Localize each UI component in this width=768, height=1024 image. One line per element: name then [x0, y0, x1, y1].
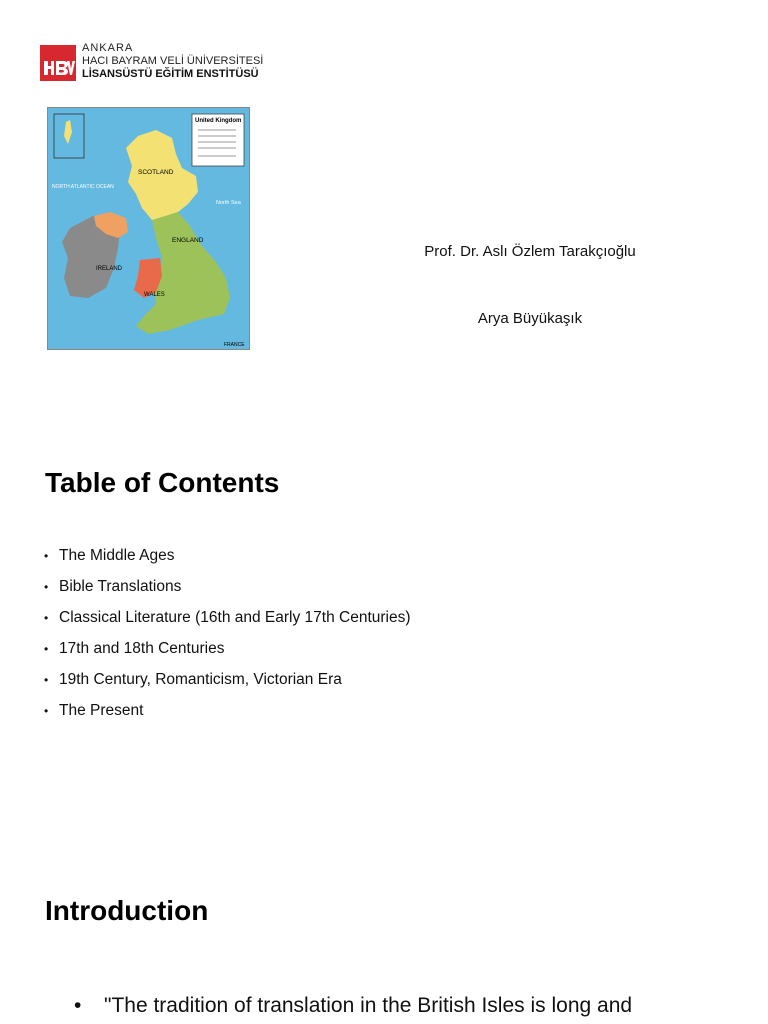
uk-map-image — [47, 107, 250, 350]
intro-quote-line — [74, 994, 632, 1018]
logo-line-1: ANKARA — [82, 42, 134, 54]
map-label-north-sea: North Sea — [216, 200, 241, 206]
toc-bullet: • — [44, 549, 49, 563]
map-label-france: FRANCE — [224, 342, 245, 348]
logo-line-2: HACI BAYRAM VELİ ÜNİVERSİTESİ — [82, 55, 264, 67]
student-name: Arya Büyükaşık — [477, 310, 583, 327]
map-label-scotland: SCOTLAND — [138, 169, 174, 176]
toc-bullet: • — [44, 611, 49, 625]
toc-item — [44, 545, 411, 576]
map-label-ireland: IRELAND — [96, 266, 123, 272]
hbv-logo-mark — [40, 45, 76, 81]
toc-item — [44, 576, 411, 607]
toc-heading: Table of Contents — [45, 467, 280, 498]
logo-line-3: LİSANSÜSTÜ EĞİTİM ENSTİTÜSÜ — [82, 68, 259, 80]
logo-text — [82, 42, 263, 81]
toc-item-label: Classical Literature (16th and Early 17th Centuries) — [59, 609, 411, 626]
toc-item — [44, 607, 411, 638]
toc-item — [44, 700, 411, 731]
toc-item-label: The Middle Ages — [59, 547, 175, 564]
toc-bullet: • — [44, 580, 49, 594]
map-label-england: ENGLAND — [172, 237, 204, 244]
toc-item-label: 19th Century, Romanticism, Victorian Era — [59, 671, 342, 688]
toc-bullet: • — [44, 673, 49, 687]
toc-item-label: The Present — [59, 702, 144, 719]
map-label-ocean: NORTH ATLANTIC OCEAN — [52, 184, 114, 190]
map-legend-title: United Kingdom — [195, 118, 242, 124]
toc-item-label: 17th and 18th Centuries — [59, 640, 225, 657]
intro-quote-text: "The tradition of translation in the British Isles is long and — [104, 994, 633, 1017]
toc-item — [44, 638, 411, 669]
toc-bullet: • — [44, 704, 49, 718]
map-label-wales: WALES — [144, 292, 165, 298]
toc-item-label: Bible Translations — [59, 578, 182, 595]
toc-list — [44, 545, 411, 731]
toc-bullet: • — [44, 642, 49, 656]
intro-bullet: • — [74, 994, 82, 1017]
institute-logo — [40, 42, 280, 84]
introduction-heading: Introduction — [45, 895, 209, 926]
professor-name: Prof. Dr. Aslı Özlem Tarakçıoğlu — [424, 243, 636, 260]
toc-item — [44, 669, 411, 700]
